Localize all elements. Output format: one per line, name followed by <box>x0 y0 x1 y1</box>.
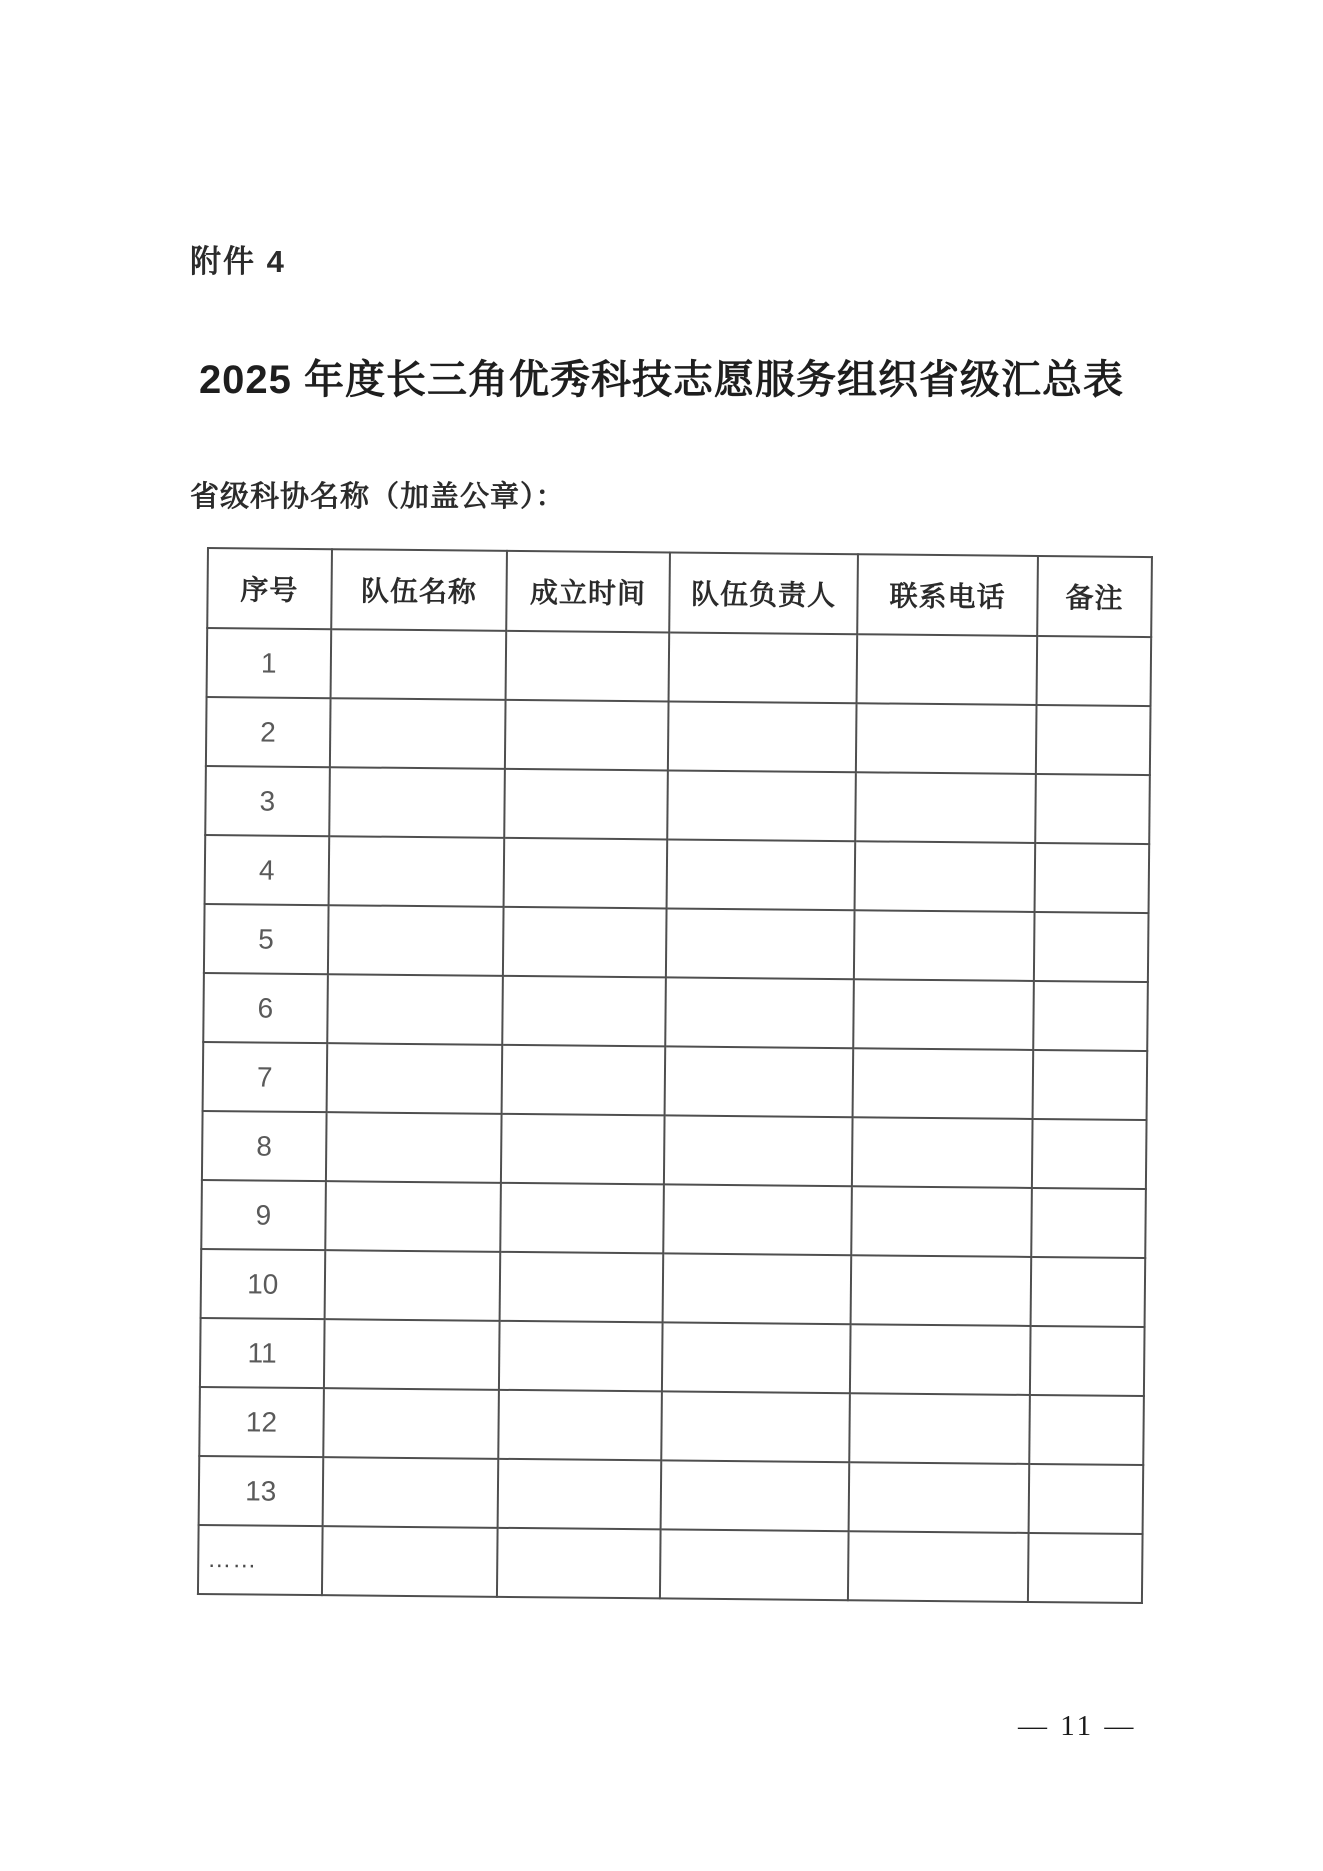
row-index: 2 <box>206 697 330 767</box>
table-row <box>203 973 1148 1051</box>
column-header-remarks: 备注 <box>1037 556 1152 637</box>
org-name-label: 省级科协名称（加盖公章）： <box>190 481 566 513</box>
table-row <box>202 1111 1147 1189</box>
table-cell <box>852 1186 1032 1257</box>
row-index: 6 <box>203 973 327 1043</box>
table-cell <box>1034 912 1149 982</box>
table-cell <box>323 1388 499 1459</box>
table-cell <box>324 1250 500 1321</box>
row-index: 13 <box>199 1456 323 1526</box>
table-cell <box>1032 1119 1147 1189</box>
table-row <box>207 628 1152 706</box>
table-cell <box>1034 843 1149 913</box>
table-cell <box>853 1048 1033 1119</box>
table-cell <box>501 1114 664 1185</box>
row-index: 9 <box>201 1180 325 1250</box>
table-cell <box>326 1112 502 1183</box>
row-index-ellipsis: …… <box>198 1525 322 1595</box>
table-row <box>199 1456 1144 1534</box>
table-cell <box>324 1319 500 1390</box>
table-cell <box>1036 705 1151 775</box>
table-cell <box>1031 1188 1146 1258</box>
column-header-founded-date: 成立时间 <box>506 551 669 633</box>
table-cell <box>854 910 1034 981</box>
table-cell <box>322 1457 498 1528</box>
table-cell <box>850 1393 1030 1464</box>
table-cell <box>1036 636 1151 706</box>
row-index: 12 <box>199 1387 323 1457</box>
table-row <box>199 1387 1144 1465</box>
table-cell <box>668 632 857 703</box>
table-cell <box>660 1460 849 1531</box>
table-cell <box>504 838 667 909</box>
table-row <box>205 835 1150 913</box>
table-cell <box>327 974 503 1045</box>
table-cell <box>500 1252 663 1323</box>
table-cell <box>505 700 668 771</box>
row-index: 1 <box>207 628 331 698</box>
column-header-index: 序号 <box>207 548 331 629</box>
table-cell <box>497 1528 660 1599</box>
table-cell <box>503 907 666 978</box>
row-index: 3 <box>205 766 329 836</box>
table-cell <box>857 634 1037 705</box>
table-row <box>201 1180 1146 1258</box>
table-cell <box>498 1390 661 1461</box>
row-index: 11 <box>200 1318 324 1388</box>
table-cell <box>664 1046 853 1117</box>
table-cell <box>328 905 504 976</box>
column-header-team-name: 队伍名称 <box>331 549 507 631</box>
table-row <box>201 1249 1146 1327</box>
table-cell <box>499 1321 662 1392</box>
table-row <box>204 904 1149 982</box>
table-cell <box>856 703 1036 774</box>
table-cell <box>1028 1533 1143 1603</box>
table-cell <box>502 976 665 1047</box>
table-cell <box>325 1181 501 1252</box>
table-cell <box>666 839 855 910</box>
table-header-row <box>207 548 1152 637</box>
table-cell <box>322 1526 498 1597</box>
table-cell <box>665 977 854 1048</box>
table-cell <box>1028 1464 1143 1534</box>
table-cell <box>848 1531 1028 1602</box>
table-cell <box>502 1045 665 1116</box>
column-header-phone: 联系电话 <box>858 554 1038 636</box>
column-header-team-leader: 队伍负责人 <box>669 552 859 634</box>
table-cell <box>663 1184 852 1255</box>
table-cell <box>330 629 506 700</box>
table-cell <box>328 836 504 907</box>
row-index: 10 <box>201 1249 325 1319</box>
table-cell <box>855 841 1035 912</box>
table-cell <box>851 1255 1031 1326</box>
row-index: 4 <box>205 835 329 905</box>
page-title: 2025 年度长三角优秀科技志愿服务组织省级汇总表 <box>198 358 1125 402</box>
table-cell <box>849 1462 1029 1533</box>
table-cell <box>330 698 506 769</box>
table-cell <box>662 1322 851 1393</box>
table-cell <box>661 1391 850 1462</box>
summary-table <box>197 547 1153 1604</box>
table-cell <box>663 1115 852 1186</box>
table-cell <box>1030 1257 1145 1327</box>
table-row <box>200 1318 1145 1396</box>
page-number: — 11 — <box>1018 1710 1137 1742</box>
table-cell <box>850 1324 1030 1395</box>
table-cell <box>1030 1326 1145 1396</box>
table-cell <box>1033 981 1148 1051</box>
table-cell <box>667 701 856 772</box>
table-cell <box>504 769 667 840</box>
table-row <box>206 697 1151 775</box>
table-cell <box>1035 774 1150 844</box>
table-cell <box>498 1459 661 1530</box>
table-cell <box>665 908 854 979</box>
table-row <box>203 1042 1148 1120</box>
table-cell <box>667 770 856 841</box>
table-cell <box>856 772 1036 843</box>
summary-table-wrapper <box>197 547 1153 1604</box>
table-cell <box>852 1117 1032 1188</box>
row-index: 8 <box>202 1111 326 1181</box>
table-cell <box>329 767 505 838</box>
table-cell <box>662 1253 851 1324</box>
table-cell <box>854 979 1034 1050</box>
row-index: 7 <box>203 1042 327 1112</box>
table-row <box>198 1525 1143 1603</box>
table-cell <box>660 1529 849 1600</box>
attachment-label: 附件 4 <box>190 244 286 279</box>
table-cell <box>1029 1395 1144 1465</box>
table-cell <box>326 1043 502 1114</box>
table-row <box>205 766 1150 844</box>
table-cell <box>506 631 669 702</box>
row-index: 5 <box>204 904 328 974</box>
table-cell <box>500 1183 663 1254</box>
table-cell <box>1032 1050 1147 1120</box>
